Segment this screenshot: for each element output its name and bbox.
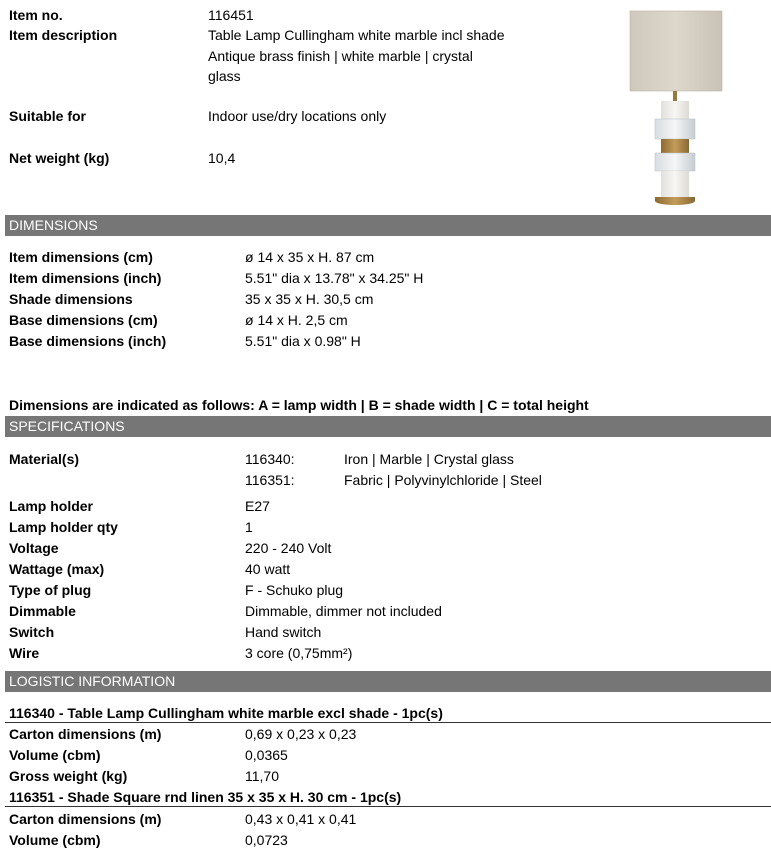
- specifications-section-header: [5, 416, 771, 437]
- item-description-line-3: glass: [208, 68, 241, 84]
- logistic-title: LOGISTIC INFORMATION: [9, 673, 176, 689]
- spec-label-plug: Type of plug: [9, 582, 92, 598]
- item-no-value: 116451: [208, 7, 254, 23]
- item-description-line-1: Table Lamp Cullingham white marble incl shade: [208, 27, 505, 43]
- dim-label-base-cm: Base dimensions (cm): [9, 312, 158, 328]
- material-desc-1: Iron | Marble | Crystal glass: [344, 451, 514, 467]
- log1-label-volume: Volume (cbm): [9, 747, 101, 763]
- spec-value-wire: 3 core (0,75mm²): [245, 645, 353, 661]
- dim-value-base-cm: ø 14 x H. 2,5 cm: [245, 312, 348, 328]
- dim-value-shade: 35 x 35 x H. 30,5 cm: [245, 291, 374, 307]
- item-description-line-2: Antique brass finish | white marble | crystal: [208, 48, 473, 64]
- spec-label-voltage: Voltage: [9, 540, 59, 556]
- spec-value-voltage: 220 - 240 Volt: [245, 540, 332, 556]
- spec-value-dimmable: Dimmable, dimmer not included: [245, 603, 442, 619]
- material-code-1: 116340:: [245, 451, 295, 467]
- dim-label-item-cm: Item dimensions (cm): [9, 249, 153, 265]
- log2-value-volume: 0,0723: [245, 832, 288, 848]
- logistic-group-1-title: 116340 - Table Lamp Cullingham white marble excl shade - 1pc(s): [9, 705, 443, 721]
- spec-label-lamp-holder-qty: Lamp holder qty: [9, 519, 118, 535]
- dimensions-section-header: [5, 215, 771, 236]
- dim-label-base-inch: Base dimensions (inch): [9, 333, 167, 349]
- suitable-for-label: Suitable for: [9, 108, 87, 124]
- logistic-section-header: [5, 671, 771, 692]
- material-label: Material(s): [9, 451, 80, 467]
- spec-value-switch: Hand switch: [245, 624, 322, 640]
- log2-value-carton: 0,43 x 0,41 x 0,41: [245, 811, 357, 827]
- spec-value-plug: F - Schuko plug: [245, 582, 344, 598]
- spec-label-wire: Wire: [9, 645, 40, 661]
- logistic-group-2-divider: [5, 806, 771, 807]
- spec-label-wattage: Wattage (max): [9, 561, 105, 577]
- dim-value-item-inch: 5.51" dia x 13.78" x 34.25" H: [245, 270, 424, 286]
- dim-value-base-inch: 5.51" dia x 0.98" H: [245, 333, 361, 349]
- logistic-group-1-divider: [5, 722, 771, 723]
- spec-label-lamp-holder: Lamp holder: [9, 498, 94, 514]
- dim-label-shade: Shade dimensions: [9, 291, 133, 307]
- spec-label-dimmable: Dimmable: [9, 603, 76, 619]
- log1-label-carton: Carton dimensions (m): [9, 726, 162, 742]
- spec-value-wattage: 40 watt: [245, 561, 291, 577]
- log1-value-gross-weight: 11,70: [245, 768, 279, 784]
- log1-value-volume: 0,0365: [245, 747, 288, 763]
- log1-label-gross-weight: Gross weight (kg): [9, 768, 128, 784]
- product-lamp-image: [620, 5, 730, 210]
- logistic-group-2-title: 116351 - Shade Square rnd linen 35 x 35 x H. 30 cm - 1pc(s): [9, 789, 402, 805]
- net-weight-value: 10,4: [208, 150, 236, 166]
- spec-value-lamp-holder-qty: 1: [245, 519, 253, 535]
- specifications-title: SPECIFICATIONS: [9, 418, 125, 434]
- spec-value-lamp-holder: E27: [245, 498, 270, 514]
- dimensions-note: Dimensions are indicated as follows: A = lamp width | B = shade width | C = total height: [9, 397, 589, 413]
- dim-value-item-cm: ø 14 x 35 x H. 87 cm: [245, 249, 375, 265]
- log2-label-carton: Carton dimensions (m): [9, 811, 162, 827]
- material-code-2: 116351:: [245, 472, 295, 488]
- spec-label-switch: Switch: [9, 624, 55, 640]
- dimensions-title: DIMENSIONS: [9, 217, 98, 233]
- log1-value-carton: 0,69 x 0,23 x 0,23: [245, 726, 357, 742]
- material-desc-2: Fabric | Polyvinylchloride | Steel: [344, 472, 542, 488]
- item-no-label: Item no.: [9, 7, 63, 23]
- net-weight-label: Net weight (kg): [9, 150, 110, 166]
- log2-label-volume: Volume (cbm): [9, 832, 101, 848]
- dim-label-item-inch: Item dimensions (inch): [9, 270, 162, 286]
- item-description-label: Item description: [9, 27, 118, 43]
- suitable-for-value: Indoor use/dry locations only: [208, 108, 387, 124]
